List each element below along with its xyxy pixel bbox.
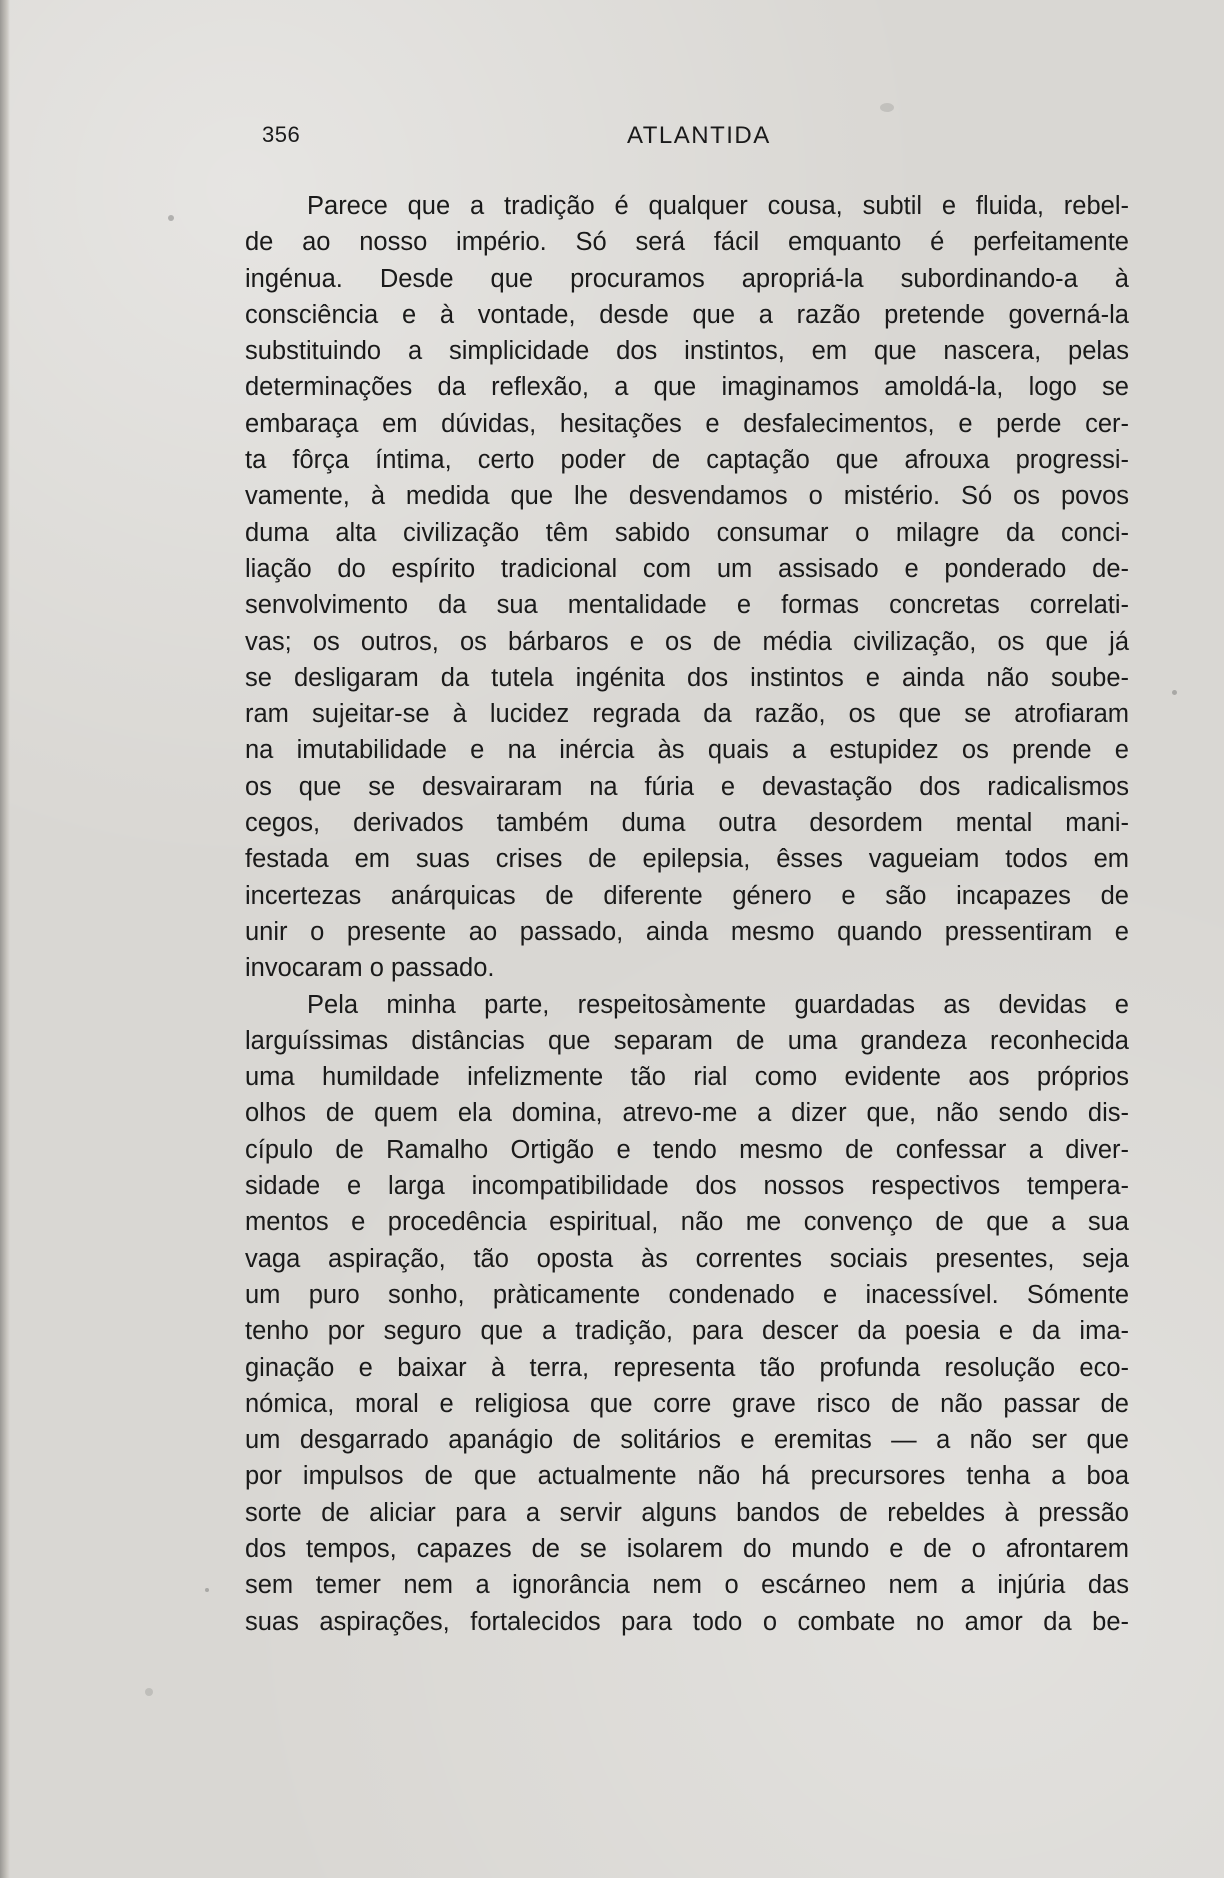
text-line: vas; os outros, os bárbaros e os de média civilização, os que já — [245, 627, 1129, 656]
page-binding-edge — [0, 0, 10, 1878]
text-line: substituindo a simplicidade dos instintos, em que nascera, pelas — [245, 337, 1129, 366]
running-title: ATLANTIDA — [627, 122, 771, 149]
text-line: sidade e larga incompatibilidade dos nossos respectivos tempera- — [245, 1172, 1129, 1201]
text-line: duma alta civilização têm sabido consumar o milagre da conci- — [245, 518, 1129, 547]
text-line: consciência e à vontade, desde que a razão pretende governá-la — [245, 300, 1129, 329]
text-line: suas aspirações, fortalecidos para todo o combate no amor da be- — [245, 1607, 1129, 1636]
text-line: unir o presente ao passado, ainda mesmo quando pressentiram e — [245, 917, 1129, 946]
text-line: determinações da reflexão, a que imaginamos amoldá-la, logo se — [245, 373, 1129, 402]
page-number: 356 — [262, 122, 301, 147]
text-line: vamente, à medida que lhe desvendamos o mistério. Só os povos — [245, 482, 1129, 511]
body-text — [245, 188, 1129, 1640]
text-line: dos tempos, capazes de se isolarem do mundo e de o afrontarem — [245, 1534, 1129, 1563]
paragraph — [245, 987, 1129, 1640]
text-line: mentos e procedência espiritual, não me convenço de que a sua — [245, 1208, 1129, 1237]
text-line: ginação e baixar à terra, representa tão profunda resolução eco- — [245, 1353, 1129, 1382]
text-line: festada em suas crises de epilepsia, êsses vagueiam todos em — [245, 845, 1129, 874]
text-line: de ao nosso império. Só será fácil emquanto é perfeitamente — [245, 228, 1129, 257]
text-line: embaraça em dúvidas, hesitações e desfalecimentos, e perde cer- — [245, 409, 1129, 438]
text-line: liação do espírito tradicional com um assisado e ponderado de- — [245, 554, 1129, 583]
text-line: ta fôrça íntima, certo poder de captação que afrouxa progressi- — [245, 446, 1129, 475]
paper-speck — [880, 103, 894, 112]
paper-speck — [145, 1688, 153, 1696]
text-line: se desligaram da tutela ingénita dos instintos e ainda não soube- — [245, 663, 1129, 692]
text-line: incertezas anárquicas de diferente género e são incapazes de — [245, 881, 1129, 910]
text-line: um puro sonho, pràticamente condenado e inacessível. Sómente — [245, 1280, 1129, 1309]
text-line: sorte de aliciar para a servir alguns bandos de rebeldes à pressão — [245, 1498, 1129, 1527]
page-header — [262, 122, 1142, 156]
text-line: cegos, derivados também duma outra desordem mental mani- — [245, 809, 1129, 838]
text-line: cípulo de Ramalho Ortigão e tendo mesmo de confessar a diver- — [245, 1135, 1129, 1164]
paper-speck — [205, 1588, 209, 1592]
text-line: senvolvimento da sua mentalidade e formas concretas correlati- — [245, 591, 1129, 620]
text-line: nómica, moral e religiosa que corre grave risco de não passar de — [245, 1389, 1129, 1418]
paper-speck — [1172, 690, 1177, 695]
text-line: sem temer nem a ignorância nem o escárneo nem a injúria das — [245, 1571, 1129, 1600]
text-line: olhos de quem ela domina, atrevo-me a dizer que, não sendo dis- — [245, 1099, 1129, 1128]
text-line: Pela minha parte, respeitosàmente guardadas as devidas e — [307, 990, 1129, 1019]
text-line: tenho por seguro que a tradição, para descer da poesia e da ima- — [245, 1317, 1129, 1346]
paper-speck — [168, 215, 174, 221]
text-line: Parece que a tradição é qualquer cousa, subtil e fluida, rebel- — [307, 192, 1129, 220]
text-line: por impulsos de que actualmente não há precursores tenha a boa — [245, 1462, 1129, 1491]
paragraph — [245, 188, 1129, 987]
text-line: ingénua. Desde que procuramos apropriá-la subordinando-a à — [245, 264, 1129, 293]
text-line: larguíssimas distâncias que separam de uma grandeza reconhecida — [245, 1026, 1129, 1055]
text-line: uma humildade infelizmente tão rial como evidente aos próprios — [245, 1063, 1129, 1092]
text-line: os que se desvairaram na fúria e devastação dos radicalismos — [245, 772, 1129, 801]
text-line: vaga aspiração, tão oposta às correntes sociais presentes, seja — [245, 1244, 1129, 1273]
text-line: um desgarrado apanágio de solitários e eremitas — a não ser que — [245, 1426, 1129, 1455]
text-line: invocaram o passado. — [245, 954, 495, 983]
text-line: na imutabilidade e na inércia às quais a estupidez os prende e — [245, 736, 1129, 765]
text-line: ram sujeitar-se à lucidez regrada da razão, os que se atrofiaram — [245, 700, 1129, 729]
